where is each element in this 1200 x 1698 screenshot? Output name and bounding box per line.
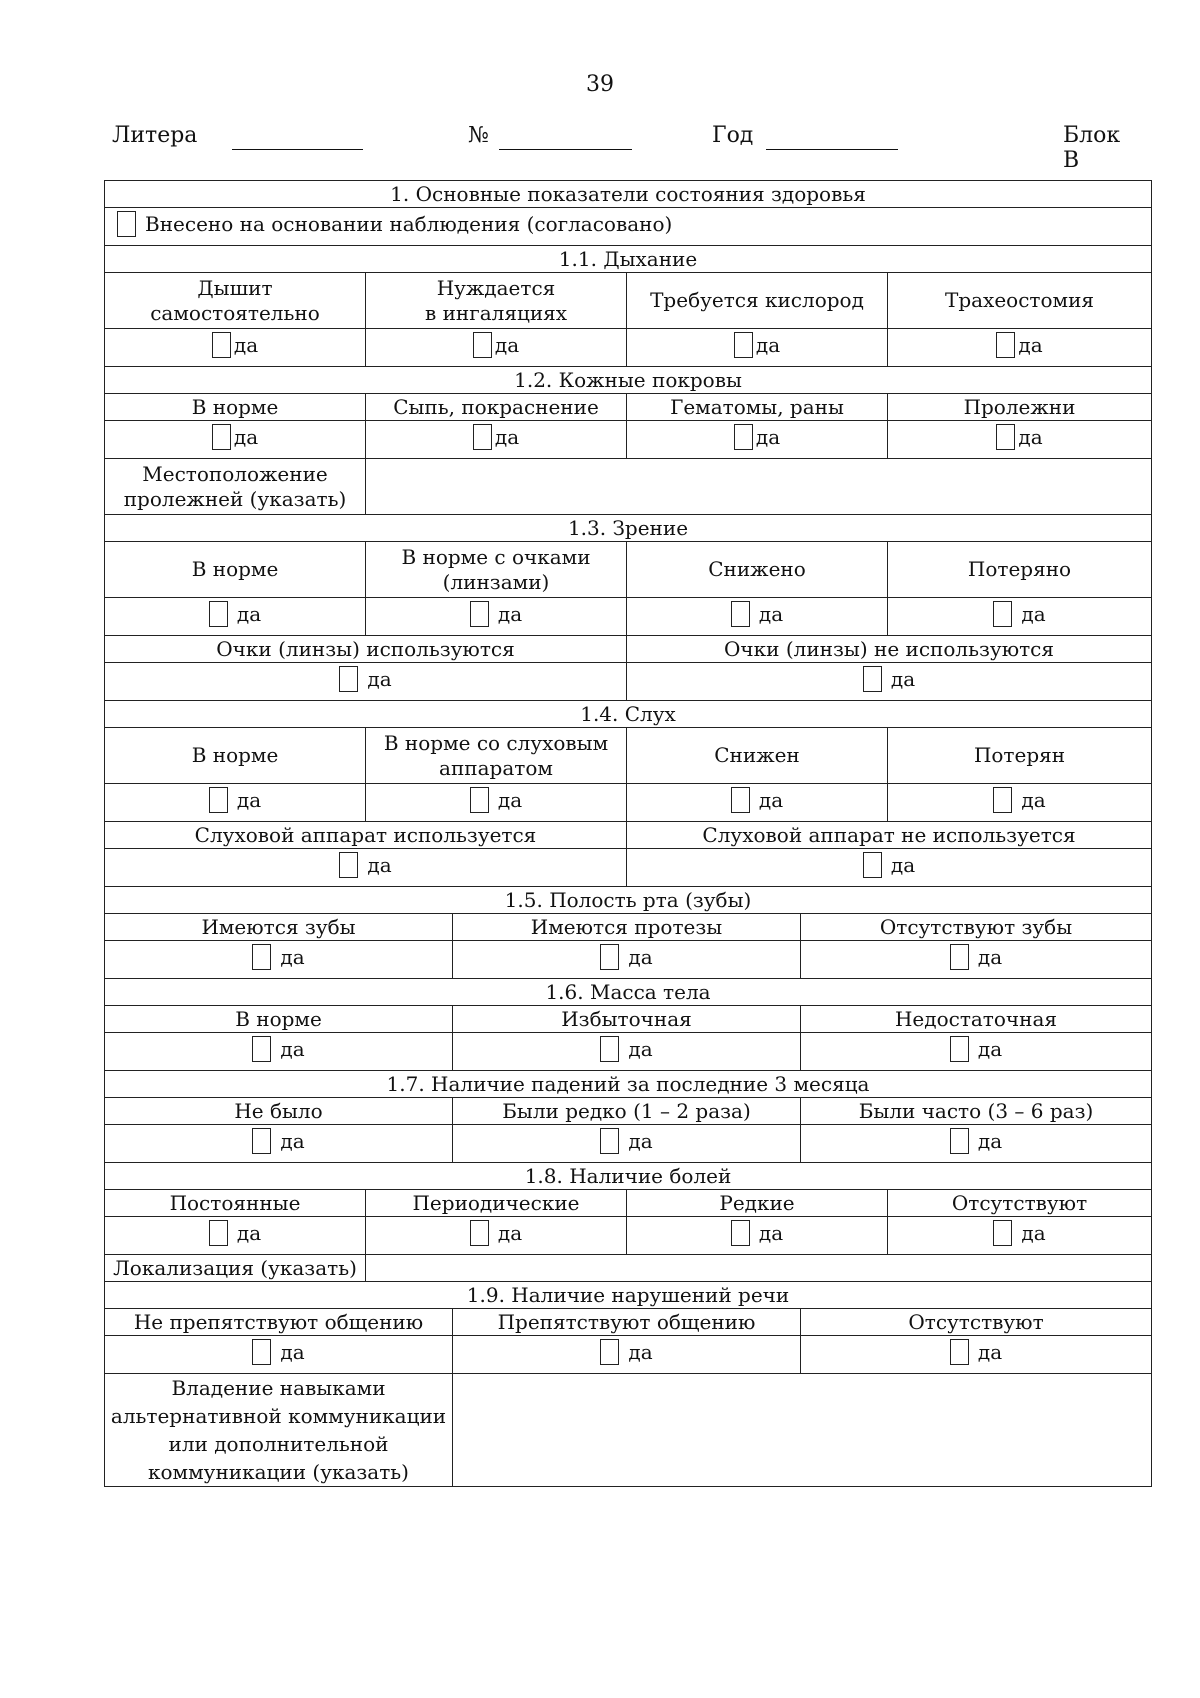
yes-option: да <box>209 787 261 813</box>
checkbox[interactable] <box>863 666 882 692</box>
yes-option: да <box>339 852 391 878</box>
block-label: Блок В <box>1063 123 1121 173</box>
yes-option: да <box>209 1220 261 1246</box>
weight-title: 1.6. Масса тела <box>105 979 1152 1006</box>
speech-option-label: Не препятствуют общению <box>105 1309 453 1336</box>
yes-option: да <box>339 666 391 692</box>
checkbox[interactable] <box>950 944 969 970</box>
skin-option-label: Пролежни <box>888 394 1152 421</box>
section-title: 1. Основные показатели состояния здоровья <box>105 181 1152 208</box>
skin-option-label: Гематомы, раны <box>627 394 888 421</box>
number-field[interactable] <box>499 149 632 150</box>
checkbox[interactable] <box>252 1339 271 1365</box>
falls-option-label: Были редко (1 – 2 раза) <box>453 1098 801 1125</box>
pain-title: 1.8. Наличие болей <box>105 1163 1152 1190</box>
yes-option: да <box>993 601 1045 627</box>
checkbox[interactable] <box>470 787 489 813</box>
checkbox[interactable] <box>209 1220 228 1246</box>
observation-label: Внесено на основании наблюдения (согласовано) <box>145 211 673 236</box>
checkbox[interactable] <box>470 601 489 627</box>
breathing-option-label: Дышит самостоятельно <box>105 273 366 329</box>
pain-localization-label: Локализация (указать) <box>105 1255 366 1282</box>
litera-field[interactable] <box>232 149 363 150</box>
checkbox[interactable] <box>734 424 753 450</box>
checkbox[interactable] <box>863 852 882 878</box>
checkbox[interactable] <box>473 424 492 450</box>
vision-option-label: Снижено <box>627 542 888 598</box>
checkbox[interactable] <box>209 787 228 813</box>
yes-option: да <box>600 944 652 970</box>
checkbox[interactable] <box>950 1036 969 1062</box>
yes-option: да <box>996 332 1042 358</box>
yes-option: да <box>734 332 780 358</box>
checkbox[interactable] <box>600 1036 619 1062</box>
falls-option-label: Были часто (3 – 6 раз) <box>801 1098 1152 1125</box>
hearing-aid-used-label: Слуховой аппарат используется <box>105 822 627 849</box>
mouth-option-label: Имеются зубы <box>105 914 453 941</box>
yes-option: да <box>993 1220 1045 1246</box>
yes-option: да <box>863 666 915 692</box>
year-label: Год <box>712 123 754 148</box>
yes-option: да <box>470 1220 522 1246</box>
checkbox[interactable] <box>996 424 1015 450</box>
checkbox[interactable] <box>600 1339 619 1365</box>
alt-communication-label: Владение навыками альтернативной коммуникации или дополнительной коммуникации (указать) <box>105 1374 453 1487</box>
checkbox[interactable] <box>600 1128 619 1154</box>
yes-option: да <box>993 787 1045 813</box>
hearing-option-label: В норме <box>105 728 366 784</box>
checkbox[interactable] <box>252 1128 271 1154</box>
skin-title: 1.2. Кожные покровы <box>105 367 1152 394</box>
pain-option-label: Постоянные <box>105 1190 366 1217</box>
yes-option: да <box>863 852 915 878</box>
pain-option-label: Периодические <box>366 1190 627 1217</box>
litera-label: Литера <box>112 123 198 148</box>
alt-communication-field[interactable] <box>453 1374 1152 1487</box>
yes-option: да <box>600 1036 652 1062</box>
checkbox[interactable] <box>731 787 750 813</box>
hearing-option-label: Потерян <box>888 728 1152 784</box>
yes-option: да <box>473 332 519 358</box>
vision-option-label: В норме с очками (линзами) <box>366 542 627 598</box>
yes-option: да <box>209 601 261 627</box>
yes-option: да <box>731 1220 783 1246</box>
checkbox[interactable] <box>993 601 1012 627</box>
checkbox[interactable] <box>950 1128 969 1154</box>
yes-option: да <box>734 424 780 450</box>
health-indicators-table <box>104 180 1152 1487</box>
checkbox[interactable] <box>731 1220 750 1246</box>
pain-option-label: Отсутствуют <box>888 1190 1152 1217</box>
pain-option-label: Редкие <box>627 1190 888 1217</box>
yes-option: да <box>252 1128 304 1154</box>
vision-option-label: Потеряно <box>888 542 1152 598</box>
checkbox[interactable] <box>996 332 1015 358</box>
observation-checkbox-row <box>117 211 672 237</box>
glasses-not-used-label: Очки (линзы) не используются <box>627 636 1152 663</box>
yes-option: да <box>252 1036 304 1062</box>
yes-option: да <box>996 424 1042 450</box>
falls-title: 1.7. Наличие падений за последние 3 месяца <box>105 1071 1152 1098</box>
pain-localization-field[interactable] <box>366 1255 1152 1282</box>
checkbox[interactable] <box>993 787 1012 813</box>
checkbox[interactable] <box>734 332 753 358</box>
hearing-title: 1.4. Слух <box>105 701 1152 728</box>
yes-option: да <box>731 601 783 627</box>
vision-option-label: В норме <box>105 542 366 598</box>
observation-checkbox[interactable] <box>117 211 136 237</box>
checkbox[interactable] <box>993 1220 1012 1246</box>
checkbox[interactable] <box>339 852 358 878</box>
bedsore-location-label: Местоположение пролежней (указать) <box>105 459 366 515</box>
yes-option: да <box>950 1128 1002 1154</box>
checkbox[interactable] <box>339 666 358 692</box>
weight-option-label: В норме <box>105 1006 453 1033</box>
checkbox[interactable] <box>600 944 619 970</box>
checkbox[interactable] <box>470 1220 489 1246</box>
checkbox[interactable] <box>473 332 492 358</box>
weight-option-label: Избыточная <box>453 1006 801 1033</box>
mouth-option-label: Отсутствуют зубы <box>801 914 1152 941</box>
form-header <box>112 123 1142 173</box>
vision-title: 1.3. Зрение <box>105 515 1152 542</box>
yes-option: да <box>950 944 1002 970</box>
yes-option: да <box>212 332 258 358</box>
hearing-option-label: В норме со слуховым аппаратом <box>366 728 627 784</box>
year-field[interactable] <box>766 149 898 150</box>
yes-option: да <box>252 944 304 970</box>
yes-option: да <box>252 1339 304 1365</box>
page-number: 39 <box>586 72 614 97</box>
breathing-option-label: Трахеостомия <box>888 273 1152 329</box>
number-label: № <box>468 123 489 148</box>
speech-title: 1.9. Наличие нарушений речи <box>105 1282 1152 1309</box>
breathing-option-label: Требуется кислород <box>627 273 888 329</box>
speech-option-label: Препятствуют общению <box>453 1309 801 1336</box>
glasses-used-label: Очки (линзы) используются <box>105 636 627 663</box>
yes-option: да <box>600 1128 652 1154</box>
yes-option: да <box>950 1036 1002 1062</box>
yes-option: да <box>470 787 522 813</box>
yes-option: да <box>473 424 519 450</box>
skin-option-label: В норме <box>105 394 366 421</box>
weight-option-label: Недостаточная <box>801 1006 1152 1033</box>
checkbox[interactable] <box>731 601 750 627</box>
yes-option: да <box>470 601 522 627</box>
hearing-option-label: Снижен <box>627 728 888 784</box>
yes-option: да <box>731 787 783 813</box>
yes-option: да <box>950 1339 1002 1365</box>
checkbox[interactable] <box>212 424 231 450</box>
mouth-option-label: Имеются протезы <box>453 914 801 941</box>
checkbox[interactable] <box>209 601 228 627</box>
checkbox[interactable] <box>212 332 231 358</box>
breathing-option-label: Нуждается в ингаляциях <box>366 273 627 329</box>
breathing-title: 1.1. Дыхание <box>105 246 1152 273</box>
yes-option: да <box>212 424 258 450</box>
bedsore-location-field[interactable] <box>366 459 1152 515</box>
mouth-title: 1.5. Полость рта (зубы) <box>105 887 1152 914</box>
falls-option-label: Не было <box>105 1098 453 1125</box>
checkbox[interactable] <box>252 944 271 970</box>
checkbox[interactable] <box>252 1036 271 1062</box>
skin-option-label: Сыпь, покраснение <box>366 394 627 421</box>
yes-option: да <box>600 1339 652 1365</box>
speech-option-label: Отсутствуют <box>801 1309 1152 1336</box>
checkbox[interactable] <box>950 1339 969 1365</box>
hearing-aid-not-used-label: Слуховой аппарат не используется <box>627 822 1152 849</box>
